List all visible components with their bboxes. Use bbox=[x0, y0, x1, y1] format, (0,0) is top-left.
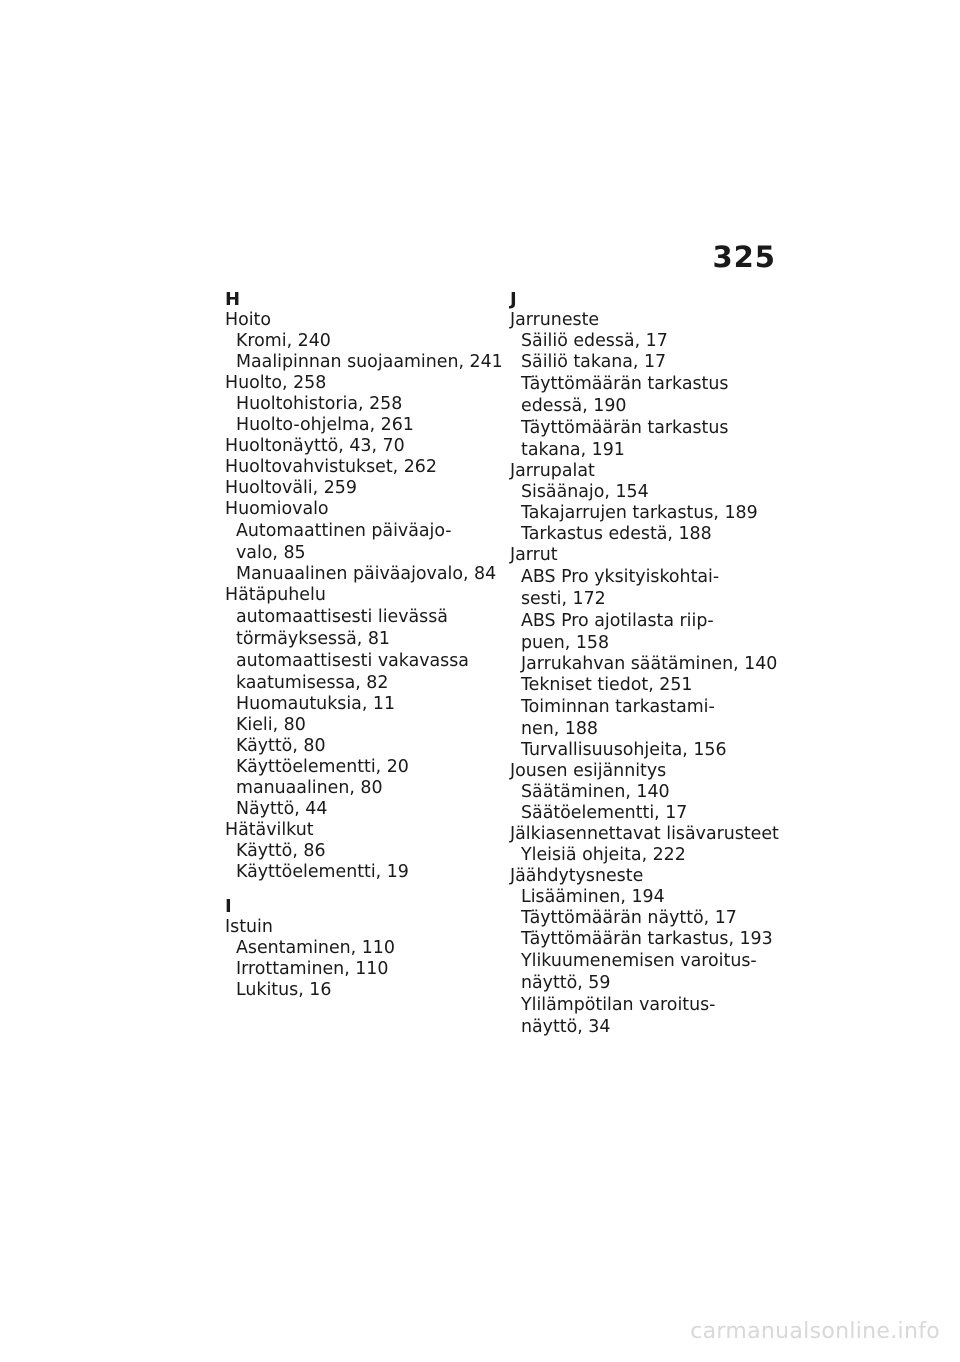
index-subentry-text: Käyttö, 80 bbox=[236, 736, 326, 756]
index-subentry-continuation: sesti, 172 bbox=[521, 589, 606, 609]
index-subentry bbox=[225, 757, 500, 778]
index-entry: Jälkiasennettavat lisävarusteet bbox=[510, 824, 779, 844]
index-entry: Jarrupalat bbox=[510, 461, 595, 481]
index-subentry bbox=[510, 887, 790, 908]
index-subentry-text: Käyttöelementti, 20 bbox=[236, 757, 409, 777]
index-subentry-continuation: puen, 158 bbox=[521, 633, 610, 653]
index-subentry bbox=[510, 696, 790, 740]
index-subentry-text: Huolto-ohjelma, 261 bbox=[236, 415, 414, 435]
index-subentry bbox=[510, 373, 790, 417]
index-subentry-text: Jarrukahvan säätäminen, 140 bbox=[521, 654, 778, 674]
index-subentry-text: Säätäminen, 140 bbox=[521, 782, 670, 802]
index-subentry-text: Täyttömäärän näyttö, 17 bbox=[521, 908, 737, 928]
index-subentry-text: ABS Pro ajotilasta riip- bbox=[521, 611, 714, 631]
index-column-left bbox=[225, 289, 503, 1001]
index-subentry bbox=[225, 694, 500, 715]
index-letter-heading: H bbox=[225, 289, 241, 310]
index-subentry bbox=[510, 654, 790, 675]
index-subentry-text: Säiliö edessä, 17 bbox=[521, 331, 668, 351]
index-subentry-text: Käyttö, 86 bbox=[236, 841, 326, 861]
index-subentry bbox=[510, 610, 790, 654]
index-subentry bbox=[225, 715, 500, 736]
index-subentry bbox=[510, 417, 790, 461]
index-subentry bbox=[225, 564, 500, 585]
index-subentry-text: Huoltohistoria, 258 bbox=[236, 394, 403, 414]
index-entry: Huolto, 258 bbox=[225, 373, 327, 393]
index-subentry bbox=[225, 736, 500, 757]
index-subentry bbox=[510, 994, 790, 1038]
index-entry: Jarruneste bbox=[510, 310, 600, 330]
index-subentry-text: Säätöelementti, 17 bbox=[521, 803, 688, 823]
index-subentry-text: Täyttömäärän tarkastus bbox=[521, 374, 729, 394]
index-subentry-continuation: valo, 85 bbox=[236, 543, 306, 563]
index-subentry bbox=[225, 778, 500, 799]
index-subentry-text: Manuaalinen päiväajovalo, 84 bbox=[236, 564, 497, 584]
index-subentry-text: automaattisesti lievässä bbox=[236, 607, 448, 627]
index-subentry-text: Kromi, 240 bbox=[236, 331, 331, 351]
index-subentry-text: Ylikuumenemisen varoitus- bbox=[521, 951, 757, 971]
index-letter-heading: J bbox=[510, 289, 517, 310]
index-subentry bbox=[510, 908, 790, 929]
index-subentry bbox=[510, 929, 790, 950]
index-entry: Huoltovahvistukset, 262 bbox=[225, 457, 437, 477]
index-subentry-text: Turvallisuusohjeita, 156 bbox=[521, 740, 727, 760]
page-number: 325 bbox=[712, 240, 776, 274]
index-entry: Jousen esijännitys bbox=[510, 761, 667, 781]
index-subentry bbox=[225, 841, 500, 862]
index-subentry-text: Ylilämpötilan varoitus- bbox=[521, 995, 716, 1015]
index-subentry bbox=[225, 352, 503, 373]
index-subentry-continuation: nen, 188 bbox=[521, 719, 598, 739]
index-subentry-text: Säiliö takana, 17 bbox=[521, 352, 667, 372]
index-entry: Hätäpuhelu bbox=[225, 585, 326, 605]
index-subentry bbox=[510, 352, 790, 373]
index-subentry-text: ABS Pro yksityiskohtai- bbox=[521, 567, 720, 587]
index-subentry-text: Irrottaminen, 110 bbox=[236, 959, 389, 979]
index-subentry-text: Tarkastus edestä, 188 bbox=[521, 524, 712, 544]
index-subentry-text: Automaattinen päiväajo- bbox=[236, 521, 452, 541]
index-entry: Jäähdytysneste bbox=[510, 866, 644, 886]
index-subentry bbox=[510, 503, 790, 524]
index-subentry-text: Takajarrujen tarkastus, 189 bbox=[521, 503, 758, 523]
index-entry: Istuin bbox=[225, 917, 273, 937]
index-subentry-text: Täyttömäärän tarkastus, 193 bbox=[521, 929, 773, 949]
index-subentry-text: Näyttö, 44 bbox=[236, 799, 328, 819]
index-subentry bbox=[510, 740, 790, 761]
index-entry: Huomiovalo bbox=[225, 499, 329, 519]
index-subentry bbox=[510, 566, 790, 610]
index-column-right bbox=[510, 290, 790, 1038]
index-subentry bbox=[225, 394, 500, 415]
index-subentry-text: Yleisiä ohjeita, 222 bbox=[521, 845, 686, 865]
index-subentry-continuation: näyttö, 34 bbox=[521, 1017, 611, 1037]
index-subentry-text: Tekniset tiedot, 251 bbox=[521, 675, 693, 695]
index-subentry-continuation: näyttö, 59 bbox=[521, 973, 611, 993]
index-subentry bbox=[510, 331, 790, 352]
index-subentry-text: Huomautuksia, 11 bbox=[236, 694, 396, 714]
index-subentry bbox=[225, 959, 500, 980]
index-subentry-continuation: edessä, 190 bbox=[521, 396, 627, 416]
index-subentry-text: manuaalinen, 80 bbox=[236, 778, 383, 798]
index-subentry-text: Käyttöelementti, 19 bbox=[236, 862, 409, 882]
index-entry: Jarrut bbox=[510, 545, 558, 565]
index-subentry bbox=[510, 782, 790, 803]
index-subentry-continuation: kaatumisessa, 82 bbox=[236, 673, 389, 693]
index-subentry bbox=[225, 331, 500, 352]
index-subentry-continuation: törmäyksessä, 81 bbox=[236, 629, 390, 649]
section-gap bbox=[225, 883, 500, 897]
index-entry: Huoltonäyttö, 43, 70 bbox=[225, 436, 405, 456]
index-subentry-text: Lisääminen, 194 bbox=[521, 887, 665, 907]
index-subentry-continuation: takana, 191 bbox=[521, 440, 625, 460]
index-subentry bbox=[225, 980, 500, 1001]
index-entry: Hätävilkut bbox=[225, 820, 314, 840]
index-subentry-text: Täyttömäärän tarkastus bbox=[521, 418, 729, 438]
index-subentry bbox=[510, 845, 790, 866]
index-subentry-text: automaattisesti vakavassa bbox=[236, 651, 469, 671]
index-subentry bbox=[510, 675, 790, 696]
index-subentry bbox=[225, 938, 500, 959]
index-subentry bbox=[225, 520, 500, 564]
index-entry: Hoito bbox=[225, 310, 272, 330]
index-subentry bbox=[225, 650, 500, 694]
index-subentry-text: Sisäänajo, 154 bbox=[521, 482, 649, 502]
index-subentry bbox=[510, 803, 790, 824]
index-subentry bbox=[510, 524, 790, 545]
index-subentry bbox=[225, 606, 500, 650]
index-subentry bbox=[510, 950, 790, 994]
index-subentry-text: Toiminnan tarkastami- bbox=[521, 697, 715, 717]
index-subentry-text: Lukitus, 16 bbox=[236, 980, 332, 1000]
index-subentry bbox=[225, 415, 500, 436]
index-subentry-text: Maalipinnan suojaaminen, 241 bbox=[236, 352, 503, 372]
index-subentry-text: Asentaminen, 110 bbox=[236, 938, 395, 958]
index-subentry bbox=[225, 862, 500, 883]
index-entry: Huoltoväli, 259 bbox=[225, 478, 357, 498]
index-subentry bbox=[510, 482, 790, 503]
index-letter-heading: I bbox=[225, 896, 232, 917]
index-subentry bbox=[225, 799, 500, 820]
watermark: carmanualsonline.info bbox=[690, 1319, 940, 1344]
index-subentry-text: Kieli, 80 bbox=[236, 715, 306, 735]
